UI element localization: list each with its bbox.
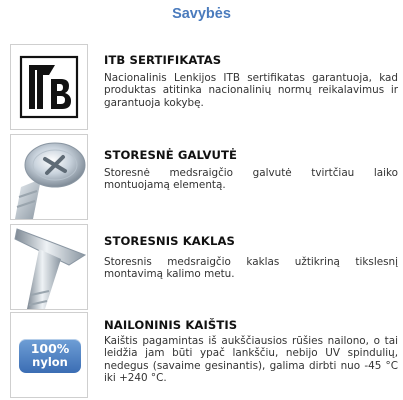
screw-head-icon (11, 135, 87, 219)
nylon-badge-percent: 100% (30, 341, 70, 356)
itb-logo-icon (11, 45, 87, 129)
feature-description: Storesnis medsraigčio kaklas užtikriną tikslesnį montavimą kalimo metu. (104, 256, 398, 281)
feature-thumbnail (10, 44, 88, 130)
feature-thumbnail (10, 224, 88, 310)
feature-description: Storesnė medsraigčio galvutė tvirtčiau laiko montuojamą elementą. (104, 167, 398, 192)
nylon-badge-icon (19, 339, 81, 373)
feature-itb-certificate (10, 44, 398, 130)
feature-description: Kaištis pagamintas iš aukščiausios rūšies nailono, o tai leidžia jam būti ypač lankščiu, nebijo UV spindulių, nedegus (savaime gesinantis), galima dirbti nuo -45 °C iki +240 °C. (104, 335, 398, 385)
feature-title: STORESNIS KAKLAS (104, 234, 235, 248)
feature-thicker-neck (10, 224, 398, 310)
nylon-badge-word: nylon (32, 355, 68, 369)
feature-title: STORESNĖ GALVUTĖ (104, 148, 238, 162)
feature-title: NAILONINIS KAIŠTIS (104, 318, 238, 332)
feature-description: Nacionalinis Lenkijos ITB sertifikatas garantuoja, kad produktas atitinka nacionalinių normų reikalavimus ir garantuoja kokybę. (104, 72, 398, 109)
section-title: Savybės (172, 6, 231, 22)
feature-title: ITB SERTIFIKATAS (104, 53, 222, 67)
feature-thicker-head (10, 134, 398, 220)
feature-nylon-plug (10, 312, 398, 398)
feature-thumbnail (10, 312, 88, 398)
feature-thumbnail (10, 134, 88, 220)
screw-neck-icon (11, 225, 87, 309)
